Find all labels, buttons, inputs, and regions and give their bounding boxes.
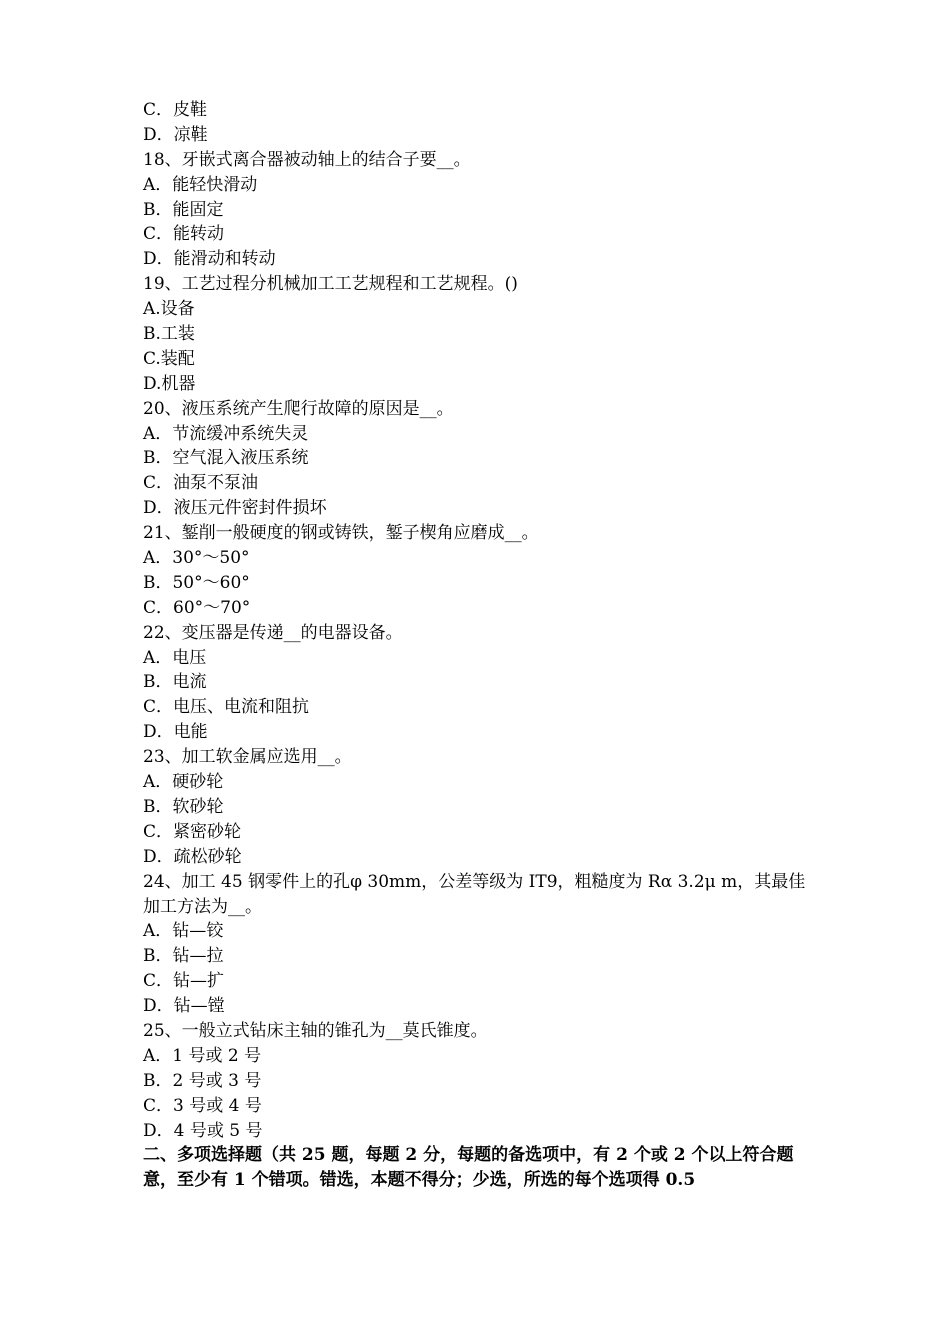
option-b: B.工装	[143, 324, 195, 345]
question-stem: 25、一般立式钻床主轴的锥孔为__莫氏锥度。	[143, 1020, 488, 1041]
option-c: C．皮鞋	[143, 100, 208, 120]
option-c: C．电压、电流和阻抗	[143, 697, 310, 718]
option-d: D.机器	[143, 373, 196, 394]
question-stem: 23、加工软金属应选用__。	[143, 747, 352, 768]
option-d: D．凉鞋	[143, 124, 208, 145]
option-d: D．能滑动和转动	[143, 249, 276, 270]
option-c: C．能转动	[143, 224, 225, 245]
question-stem: 19、工艺过程分机械加工工艺规程和工艺规程。()	[143, 274, 518, 295]
option-c: C．油泵不泵油	[143, 473, 259, 494]
option-a: A．电压	[143, 647, 207, 668]
question-stem: 21、錾削一般硬度的钢或铸铁，錾子楔角应磨成__。	[143, 523, 539, 544]
option-a: A．能轻快滑动	[143, 174, 258, 195]
document-body	[143, 98, 809, 1193]
option-a: A．30°～50°	[143, 548, 250, 569]
option-c: C．60°～70°	[143, 597, 251, 618]
option-a: A．节流缓冲系统失灵	[143, 423, 309, 444]
option-c: C．钻—扩	[143, 971, 225, 992]
option-d: D．电能	[143, 722, 208, 743]
option-b: B．软砂轮	[143, 796, 224, 817]
option-d: D．液压元件密封件损坏	[143, 498, 327, 519]
option-b: B．50°～60°	[143, 572, 250, 593]
option-b: B．电流	[143, 672, 207, 693]
option-a: A．硬砂轮	[143, 772, 224, 793]
option-b: B．钻—拉	[143, 946, 224, 967]
option-d: D．疏松砂轮	[143, 846, 242, 867]
option-d: D．钻—镗	[143, 996, 225, 1017]
option-b: B．空气混入液压系统	[143, 448, 309, 469]
option-b: B．能固定	[143, 199, 224, 220]
option-c: C.装配	[143, 348, 195, 369]
option-d: D．4 号或 5 号	[143, 1120, 263, 1141]
question-stem: 24、加工 45 钢零件上的孔φ 30mm，公差等级为 IT9，粗糙度为 Rα 3.2μ m，其最佳加工方法为__。	[143, 871, 806, 917]
section-heading: 二、多项选择题（共 25 题，每题 2 分，每题的备选项中，有 2 个或 2 个以上符合题意，至少有 1 个错项。错选，本题不得分；少选，所选的每个选项得 0.5	[143, 1145, 794, 1191]
question-stem: 18、牙嵌式离合器被动轴上的结合子要__。	[143, 149, 471, 170]
option-c: C．3 号或 4 号	[143, 1095, 262, 1116]
question-stem: 22、变压器是传递__的电器设备。	[143, 622, 403, 643]
option-c: C．紧密砂轮	[143, 821, 242, 842]
option-a: A.设备	[143, 299, 195, 320]
option-b: B．2 号或 3 号	[143, 1070, 262, 1091]
option-a: A．钻—铰	[143, 921, 224, 942]
option-a: A．1 号或 2 号	[143, 1045, 262, 1066]
question-stem: 20、液压系统产生爬行故障的原因是__。	[143, 398, 454, 419]
